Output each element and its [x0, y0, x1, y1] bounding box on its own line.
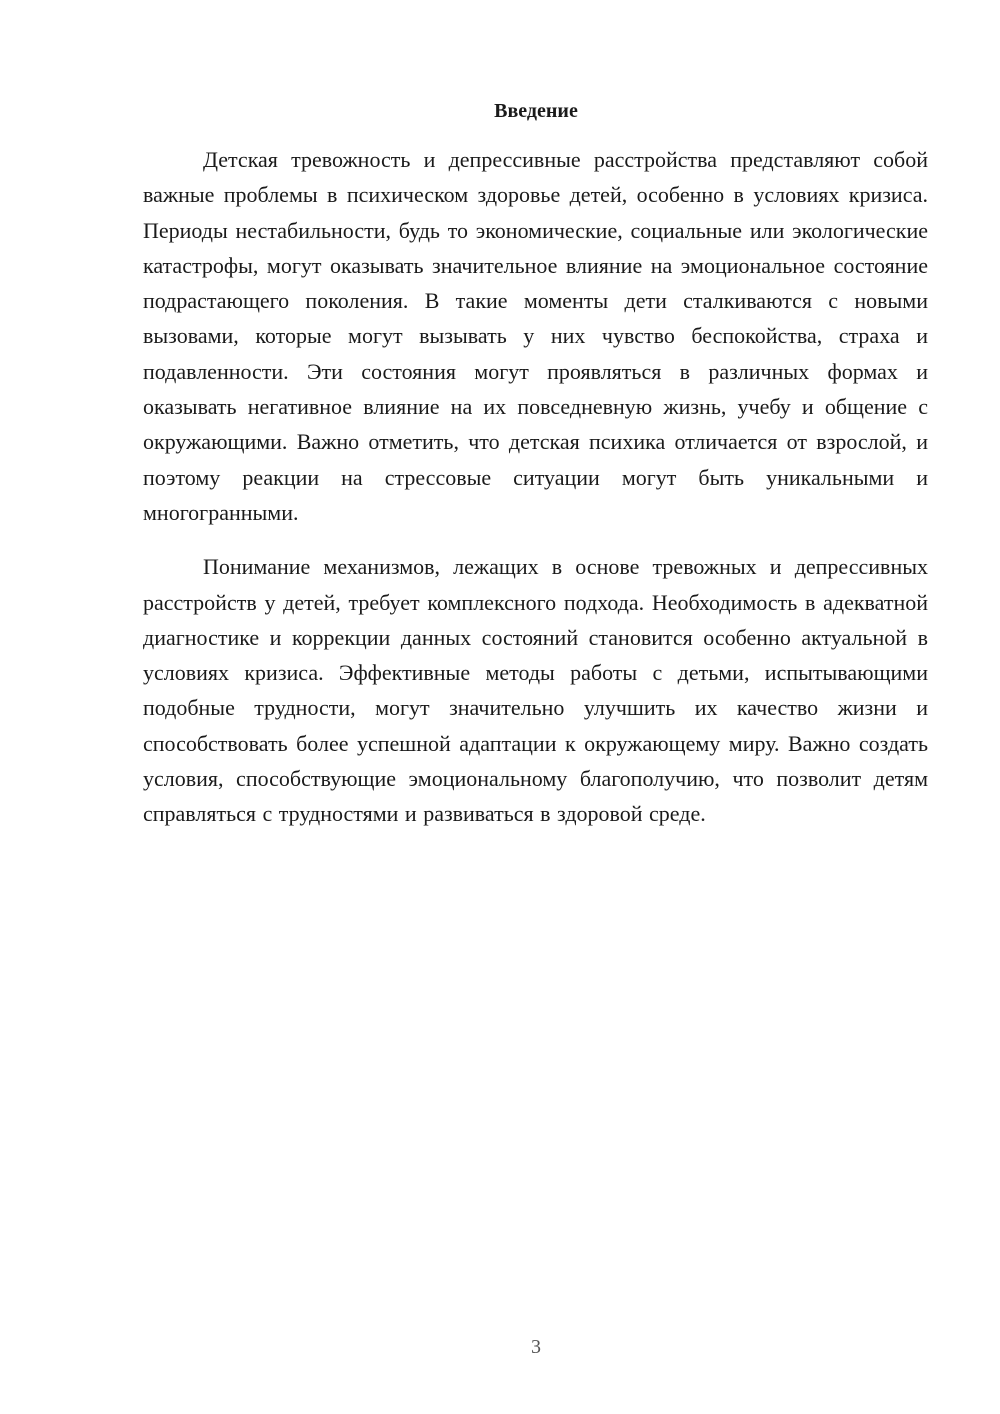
page-number: 3	[531, 1336, 541, 1358]
paragraph-2: Понимание механизмов, лежащих в основе тревожных и депрессивных расстройств у детей, требует комплексного подхода. Необходимость в адекватной диагностике и коррекции данных состояний становится особенно актуальной в условиях кризиса. Эффективные методы работы с детьми, испытывающими подобные трудности, могут значительно улучшить их качество жизни и способствовать более успешной адаптации к окружающему миру. Важно создать условия, способствующие эмоциональному благополучию, что позволит детям справляться с трудностями и развиваться в здоровой среде.	[143, 554, 928, 827]
body-text	[143, 142, 928, 832]
paragraph-1: Детская тревожность и депрессивные расстройства представляют собой важные проблемы в психическом здоровье детей, особенно в условиях кризиса. Периоды нестабильности, будь то экономические, социальные или экологические катастрофы, могут оказывать значительное влияние на эмоциональное состояние подрастающего поколения. В такие моменты дети сталкиваются с новыми вызовами, которые могут вызывать у них чувство беспокойства, страха и подавленности. Эти состояния могут проявляться в различных формах и оказывать негативное влияние на их повседневную жизнь, учебу и общение с окружающими. Важно отметить, что детская психика отличается от взрослой, и поэтому реакции на стрессовые ситуации могут быть уникальными и многогранными.	[143, 147, 928, 525]
section-heading: Введение	[494, 100, 578, 122]
